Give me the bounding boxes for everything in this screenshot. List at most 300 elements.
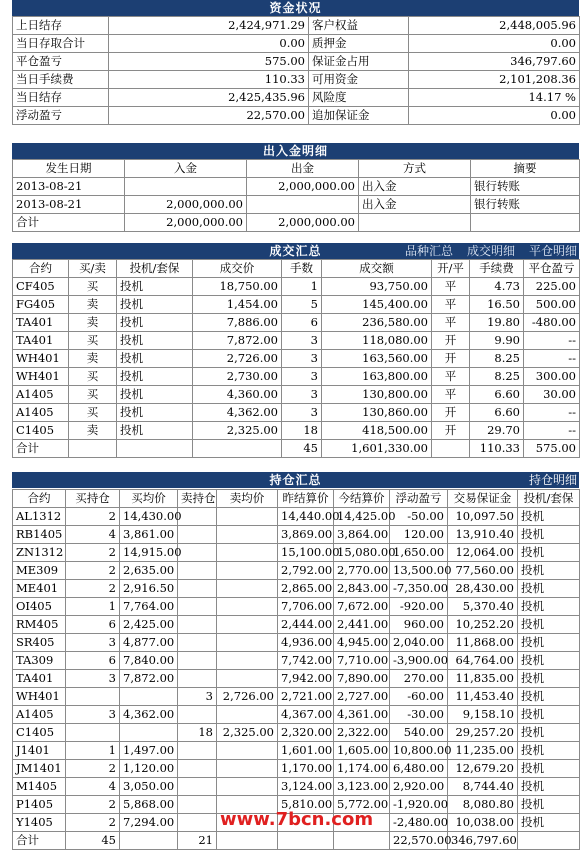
table-cell: 2 [66,814,120,832]
table-cell [217,508,278,526]
table-cell: 投机 [518,742,580,760]
table-cell: 3 [282,368,322,386]
table-cell: 7,840.00 [120,652,178,670]
column-header: 卖均价 [217,490,278,508]
table-cell: 3,124.00 [278,778,334,796]
table-cell: 30.00 [524,386,580,404]
table-row [13,278,580,296]
table-cell [178,508,217,526]
table-cell: A1405 [13,404,69,422]
table-cell: 7,764.00 [120,598,178,616]
table-cell: 平 [432,278,470,296]
table-cell: 45 [66,832,120,850]
table-cell: 投机 [518,616,580,634]
table-cell: 6 [282,314,322,332]
table-cell: 7,706.00 [278,598,334,616]
table-cell: 出入金 [359,178,471,196]
table-cell [217,526,278,544]
table-cell: 银行转账 [471,178,580,196]
table-cell: 118,080.00 [322,332,432,350]
table-cell: 7,872.00 [120,670,178,688]
funds-value: 22,570.00 [109,107,309,125]
funds-value: 346,797.60 [409,53,580,71]
table-cell: 2,843.00 [334,580,390,598]
funds-row [13,107,580,125]
table-cell [120,688,178,706]
table-cell: 买 [69,404,117,422]
table-cell: 投机 [518,508,580,526]
table-cell: 2,322.00 [334,724,390,742]
table-cell: 500.00 [524,296,580,314]
column-header: 卖持仓 [178,490,217,508]
table-cell: 7,886.00 [193,314,282,332]
table-cell: 5 [282,296,322,314]
table-cell: 8.25 [470,368,524,386]
table-cell: 2,000,000.00 [247,178,359,196]
table-row [13,652,580,670]
table-cell [178,778,217,796]
table-row [13,616,580,634]
table-cell: 2,425.00 [120,616,178,634]
column-header: 手数 [282,260,322,278]
table-cell: OI405 [13,598,66,616]
table-cell: 投机 [518,688,580,706]
table-row [13,508,580,526]
table-cell: -- [524,422,580,440]
table-row [13,350,580,368]
table-cell: 4.73 [470,278,524,296]
table-cell [217,778,278,796]
table-cell: 3 [282,332,322,350]
trades-tabs [391,243,577,259]
funds-value: 110.33 [109,71,309,89]
trades-title-bar [12,243,579,259]
table-cell: 卖 [69,296,117,314]
cashflow-table [12,159,580,232]
tab-position-detail[interactable]: 持仓明细 [528,473,577,487]
table-cell: 2,325.00 [193,422,282,440]
table-row [13,670,580,688]
table-cell: 1,601.00 [278,742,334,760]
table-cell [178,814,217,832]
table-cell: 平 [432,368,470,386]
table-cell: 银行转账 [471,196,580,214]
table-cell: 投机 [518,598,580,616]
funds-row [13,71,580,89]
table-cell [217,562,278,580]
table-cell: 13,500.00 [390,562,448,580]
table-cell [518,832,580,850]
table-cell: 9,158.10 [448,706,518,724]
table-cell: 77,560.00 [448,562,518,580]
table-cell [217,652,278,670]
column-header: 摘要 [471,160,580,178]
table-cell: 开 [432,350,470,368]
table-cell: 575.00 [524,440,580,458]
table-cell: JM1401 [13,760,66,778]
table-cell: 10,097.50 [448,508,518,526]
column-header: 昨结算价 [278,490,334,508]
table-cell: 投机 [518,778,580,796]
positions-header-row [13,490,580,508]
table-cell: 6,480.00 [390,760,448,778]
table-cell: 2,000,000.00 [125,196,247,214]
table-cell: -- [524,350,580,368]
table-cell: 投机 [518,562,580,580]
table-cell [178,526,217,544]
table-cell: 4,362.00 [120,706,178,724]
table-cell: -1,920.00 [390,796,448,814]
table-cell: 1,650.00 [390,544,448,562]
table-cell: 3,123.00 [334,778,390,796]
tab-close-detail[interactable]: 平仓明细 [528,244,577,258]
table-cell: 1,497.00 [120,742,178,760]
table-cell: 合计 [13,214,125,232]
table-cell: 11,235.00 [448,742,518,760]
table-cell: 卖 [69,314,117,332]
table-cell: J1401 [13,742,66,760]
tab-trade-detail[interactable]: 成交明细 [466,244,515,258]
table-cell: 2,444.00 [278,616,334,634]
table-cell: 买 [69,332,117,350]
table-row [13,832,580,850]
table-cell [217,580,278,598]
table-cell [217,634,278,652]
funds-label: 可用资金 [309,71,409,89]
table-cell: 10,252.20 [448,616,518,634]
table-cell: 投机 [518,760,580,778]
table-cell: 2,726.00 [193,350,282,368]
table-cell: 7,672.00 [334,598,390,616]
table-cell: 投机 [117,278,193,296]
table-cell: A1405 [13,706,66,724]
table-cell: 4,945.00 [334,634,390,652]
table-cell: 开 [432,422,470,440]
table-cell: 3,869.00 [278,526,334,544]
table-cell: 投机 [518,526,580,544]
table-cell [178,742,217,760]
table-cell: 合计 [13,832,66,850]
table-cell: 平 [432,386,470,404]
table-cell: 2,040.00 [390,634,448,652]
cashflow-header-row [13,160,580,178]
column-header: 买持仓 [66,490,120,508]
table-cell: 3 [66,706,120,724]
table-cell: 2,721.00 [278,688,334,706]
table-cell: 418,500.00 [322,422,432,440]
table-cell: 投机 [117,332,193,350]
funds-label: 当日存取合计 [13,35,109,53]
table-row [13,706,580,724]
watermark-text: www.7bcn.com [220,809,374,830]
table-cell: 3 [178,688,217,706]
table-cell: 投机 [117,386,193,404]
table-cell: 2 [66,760,120,778]
table-cell: 1,174.00 [334,760,390,778]
table-cell: 买 [69,386,117,404]
table-cell: 3 [66,670,120,688]
table-cell: 7,942.00 [278,670,334,688]
positions-title-bar [12,472,579,488]
table-cell: 3 [66,634,120,652]
table-row [13,314,580,332]
table-cell: 6 [66,616,120,634]
table-cell: 投机 [117,404,193,422]
column-header: 今结算价 [334,490,390,508]
table-cell: 2,770.00 [334,562,390,580]
table-cell: 2 [66,544,120,562]
table-cell: 22,570.00 [390,832,448,850]
table-cell: C1405 [13,724,66,742]
table-cell [278,832,334,850]
table-cell: 130,860.00 [322,404,432,422]
table-cell: 6 [66,652,120,670]
table-cell: 110.33 [470,440,524,458]
table-row [13,440,580,458]
table-cell: 2013-08-21 [13,196,125,214]
table-cell [247,196,359,214]
funds-label: 保证金占用 [309,53,409,71]
table-cell: -480.00 [524,314,580,332]
table-cell: 14,425.00 [334,508,390,526]
table-cell: 12,064.00 [448,544,518,562]
table-cell: 4,367.00 [278,706,334,724]
table-cell: 1,601,330.00 [322,440,432,458]
column-header: 发生日期 [13,160,125,178]
table-cell: 130,800.00 [322,386,432,404]
table-cell: 2,792.00 [278,562,334,580]
table-cell: 346,797.60 [448,832,518,850]
table-cell: 14,915.00 [120,544,178,562]
table-cell: 投机 [518,652,580,670]
table-cell: 3 [282,350,322,368]
table-cell: 4,360.00 [193,386,282,404]
table-cell: 2,441.00 [334,616,390,634]
table-cell: 2 [66,580,120,598]
table-row [13,562,580,580]
table-cell: CF405 [13,278,69,296]
trades-title: 成交汇总 [269,244,322,258]
table-cell: 1,170.00 [278,760,334,778]
table-cell: 2,635.00 [120,562,178,580]
trades-table [12,259,580,458]
table-cell: 8,080.80 [448,796,518,814]
table-cell: 投机 [518,796,580,814]
table-cell: -60.00 [390,688,448,706]
funds-row [13,35,580,53]
table-cell: 4,936.00 [278,634,334,652]
table-cell: C1405 [13,422,69,440]
table-cell: -30.00 [390,706,448,724]
table-row [13,778,580,796]
table-cell: 163,800.00 [322,368,432,386]
funds-row [13,17,580,35]
table-cell: 145,400.00 [322,296,432,314]
table-cell: 14,440.00 [278,508,334,526]
table-cell: 2,000,000.00 [125,214,247,232]
table-cell: 18 [282,422,322,440]
table-cell: 11,868.00 [448,634,518,652]
table-cell [432,440,470,458]
table-cell [334,832,390,850]
table-cell [178,706,217,724]
funds-value: 2,101,208.36 [409,71,580,89]
table-cell: 投机 [117,314,193,332]
table-cell: -7,350.00 [390,580,448,598]
table-cell: 2 [66,562,120,580]
funds-label: 浮动盈亏 [13,107,109,125]
funds-label: 平仓盈亏 [13,53,109,71]
table-cell: A1405 [13,386,69,404]
funds-label: 质押金 [309,35,409,53]
table-cell: ME309 [13,562,66,580]
table-cell: 投机 [518,724,580,742]
table-cell: RM405 [13,616,66,634]
table-cell: 4,877.00 [120,634,178,652]
table-cell: -50.00 [390,508,448,526]
table-cell: 投机 [518,706,580,724]
table-cell: 45 [282,440,322,458]
table-cell [120,832,178,850]
table-cell: 3,050.00 [120,778,178,796]
table-cell [178,652,217,670]
table-cell: 5,868.00 [120,796,178,814]
table-cell: ZN1312 [13,544,66,562]
table-cell: 64,764.00 [448,652,518,670]
table-cell: 2,727.00 [334,688,390,706]
table-cell: 29.70 [470,422,524,440]
table-cell: 投机 [518,544,580,562]
table-cell [217,544,278,562]
funds-title: 资金状况 [269,1,322,15]
table-row [13,196,580,214]
funds-label: 当日结存 [13,89,109,107]
table-cell: 2,920.00 [390,778,448,796]
table-cell: 投机 [518,670,580,688]
table-cell: 买 [69,278,117,296]
table-cell: 合计 [13,440,69,458]
table-cell: 9.90 [470,332,524,350]
table-cell: TA401 [13,332,69,350]
table-cell: 5,810.00 [278,796,334,814]
table-cell: 7,294.00 [120,814,178,832]
table-cell: 120.00 [390,526,448,544]
tab-variety-summary[interactable]: 品种汇总 [404,244,453,258]
table-cell: 11,835.00 [448,670,518,688]
table-row [13,296,580,314]
funds-label: 客户权益 [309,17,409,35]
table-cell: 11,453.40 [448,688,518,706]
table-cell: WH401 [13,688,66,706]
table-cell: 2 [66,508,120,526]
table-cell: TA309 [13,652,66,670]
funds-table [12,16,580,125]
table-cell: 4,361.00 [334,706,390,724]
table-cell: 7,742.00 [278,652,334,670]
table-cell: 15,080.00 [334,544,390,562]
table-cell: 卖 [69,350,117,368]
table-cell: 投机 [518,580,580,598]
column-header: 合约 [13,490,66,508]
table-cell: 2,730.00 [193,368,282,386]
table-cell: 1 [66,598,120,616]
table-cell: -2,480.00 [390,814,448,832]
table-cell: 2 [66,796,120,814]
funds-label: 追加保证金 [309,107,409,125]
table-cell: -3,900.00 [390,652,448,670]
table-row [13,404,580,422]
table-cell: 3,861.00 [120,526,178,544]
table-cell: ME401 [13,580,66,598]
table-cell: TA401 [13,314,69,332]
table-cell [178,598,217,616]
table-cell: 出入金 [359,196,471,214]
table-row [13,178,580,196]
table-cell: 7,890.00 [334,670,390,688]
trades-header-row [13,260,580,278]
funds-value: 0.00 [409,107,580,125]
table-cell: 2013-08-21 [13,178,125,196]
table-cell [66,688,120,706]
column-header: 入金 [125,160,247,178]
table-cell: 2,865.00 [278,580,334,598]
cashflow-title: 出入金明细 [262,144,328,158]
table-cell: 平 [432,296,470,314]
table-cell: -920.00 [390,598,448,616]
column-header: 成交额 [322,260,432,278]
table-cell: 开 [432,332,470,350]
table-cell: 投机 [518,634,580,652]
table-cell [178,796,217,814]
table-cell: 5,370.40 [448,598,518,616]
table-cell: M1405 [13,778,66,796]
table-cell: 2,000,000.00 [247,214,359,232]
table-cell: 1,120.00 [120,760,178,778]
table-cell [193,440,282,458]
table-cell: WH401 [13,368,69,386]
table-cell: 投机 [117,368,193,386]
table-row [13,422,580,440]
table-cell: -- [524,332,580,350]
funds-value: 0.00 [109,35,309,53]
table-cell [178,760,217,778]
funds-value: 14.17 % [409,89,580,107]
table-cell: 4 [66,778,120,796]
table-cell: 93,750.00 [322,278,432,296]
table-cell: 平 [432,314,470,332]
table-cell: 21 [178,832,217,850]
table-row [13,368,580,386]
table-cell: -- [524,404,580,422]
table-cell: 1 [66,742,120,760]
funds-label: 上日结存 [13,17,109,35]
table-cell: 3,864.00 [334,526,390,544]
table-cell: 2,916.50 [120,580,178,598]
table-cell [217,706,278,724]
funds-row [13,53,580,71]
table-cell: 540.00 [390,724,448,742]
table-cell: 7,710.00 [334,652,390,670]
column-header: 合约 [13,260,69,278]
table-cell: 18 [178,724,217,742]
column-header: 买均价 [120,490,178,508]
funds-value: 575.00 [109,53,309,71]
table-cell: 6.60 [470,386,524,404]
positions-title: 持仓汇总 [269,473,322,487]
table-cell: RB1405 [13,526,66,544]
table-cell [117,440,193,458]
table-cell: Y1405 [13,814,66,832]
